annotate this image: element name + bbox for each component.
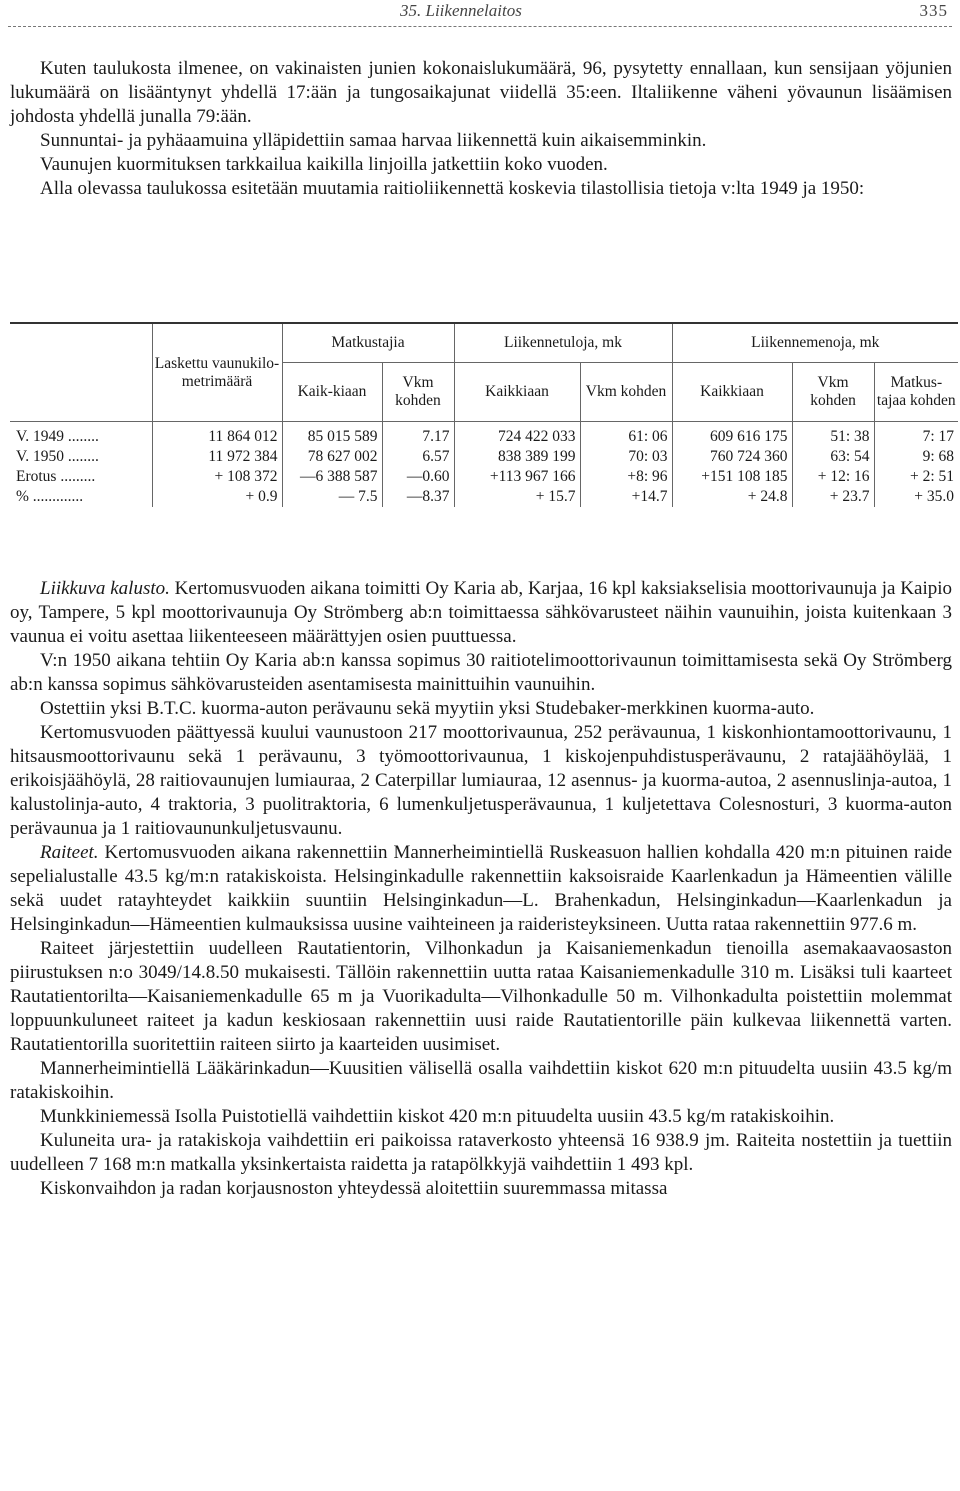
paragraph: Mannerheimintiellä Lääkärinkadun—Kuusitien välisellä osalla vaihdettiin kiskot 620 m:n pituudelta uusiin 43.5 kg/m ratakiskoihin. — [10, 1058, 952, 1103]
table-row — [10, 467, 958, 487]
chapter-heading: 35. Liikennelaitos — [400, 1, 522, 20]
table-cell: +113 967 166 — [454, 467, 580, 487]
table-cell: 63: 54 — [792, 447, 874, 467]
paragraph: Vaunujen kuormituksen tarkkailua kaikilla linjoilla jatkettiin koko vuoden. — [40, 154, 608, 175]
table-cell: 9: 68 — [874, 447, 958, 467]
row-label: % ............. — [16, 488, 84, 505]
table-cell: —0.60 — [382, 467, 454, 487]
table-cell: + 2: 51 — [874, 467, 958, 487]
paragraph: Liikkuva kalusto. Kertomusvuoden aikana toimitti Oy Karia ab, Karjaa, 16 kpl kaksiakselisia moottorivaunuja ja Kaipio oy, Tampere, 5 kpl moottorivaunuja Oy Strömberg ab:n toimittaessa sähkövarusteet näihin vaunuihin, joista kuitenkaan 3 vaunua ei voitu asettaa liikenteeseen määrättyjen osien puuttuessa. — [10, 578, 952, 647]
table-cell: 51: 38 — [792, 422, 874, 448]
table-cell: 61: 06 — [580, 422, 672, 448]
section-lead: Liikkuva kalusto. — [40, 578, 170, 599]
paragraph: Kiskonvaihdon ja radan korjausnoston yhteydessä aloitettiin suuremmassa mitassa — [40, 1178, 668, 1199]
table-cell: 11 864 012 — [152, 422, 282, 448]
table-cell: 838 389 199 — [454, 447, 580, 467]
row-label: Erotus ......... — [16, 468, 96, 485]
table-cell: +151 108 185 — [672, 467, 792, 487]
table-cell: +14.7 — [580, 487, 672, 507]
table-cell: 760 724 360 — [672, 447, 792, 467]
body-text — [10, 577, 952, 1201]
table-cell: +8: 96 — [580, 467, 672, 487]
table-cell: + 35.0 — [874, 487, 958, 507]
table-cell: + 23.7 — [792, 487, 874, 507]
matkustajia-kaikkiaan-header: Kaik-kiaan — [282, 363, 382, 422]
paragraph: Kuten taulukosta ilmenee, on vakinaisten junien kokonaislukumäärä, 96, pysytetty ennallaan, kun sensijaan yöjunien lukumäärä on lisääntynyt yhdellä 17:ään ja tungosaikajunat viidellä 35:een. Iltaliikenne väheni yövaunun lisäämisen johdosta yhdellä junalla 79:ään. — [10, 58, 952, 127]
table-row — [10, 422, 958, 448]
menoja-vkm-header: Vkm kohden — [792, 363, 874, 422]
table-cell: 70: 03 — [580, 447, 672, 467]
paragraph: Raiteet järjestettiin uudelleen Rautatientorin, Vilhonkadun ja Kaisaniemenkadun tienoilla asemakaavaosaston piirustuksen n:o 3049/14.8.50 mukaisesti. Tällöin rakennettiin uutta rataa Kaisaniemenkadulle 310 m. Lisäksi tuli kaarteet Rautatientorilta—Kaisaniemenkadulle 65 m ja Vuorikadulta—Vilhonkadulle 50 m. Vilhonkadulta poistettiin molemmat loppuunkuluneet raiteet ja kadun keskiosaan rakennettiin uusi raide Rautatientorille päin kulkevaa liikennettä varten. Rautatientorilla suoritettiin raiteen siirto ja kaarteiden uusimiset. — [10, 938, 952, 1055]
paragraph: Munkkiniemessä Isolla Puistotiellä vaihdettiin kiskot 420 m:n pituudelta uusiin 43.5 kg/m ratakiskoihin. — [40, 1106, 835, 1127]
table-cell: 85 015 589 — [282, 422, 382, 448]
tuloja-vkm-header: Vkm kohden — [580, 363, 672, 422]
row-label: V. 1949 ........ — [16, 428, 99, 445]
table-cell: —8.37 — [382, 487, 454, 507]
table-cell: + 12: 16 — [792, 467, 874, 487]
table-cell: 609 616 175 — [672, 422, 792, 448]
row-label: V. 1950 ........ — [16, 448, 99, 465]
table-cell: 7.17 — [382, 422, 454, 448]
intro-text — [10, 57, 952, 201]
paragraph: Alla olevassa taulukossa esitetään muutamia raitioliikennettä koskevia tilastollisia tietoja v:lta 1949 ja 1950: — [40, 178, 865, 199]
table-cell: 7: 17 — [874, 422, 958, 448]
menoja-kaikkiaan-header: Kaikkiaan — [672, 363, 792, 422]
table-cell: —6 388 587 — [282, 467, 382, 487]
section-lead: Raiteet. — [40, 842, 99, 863]
liikennemenoja-header: Liikennemenoja, mk — [672, 323, 958, 363]
table-cell: 6.57 — [382, 447, 454, 467]
page-number: 335 — [919, 1, 948, 20]
statistics-table — [10, 322, 958, 507]
tuloja-kaikkiaan-header: Kaikkiaan — [454, 363, 580, 422]
table-cell: + 15.7 — [454, 487, 580, 507]
matkustajia-header: Matkustajia — [282, 323, 454, 363]
table-cell: + 108 372 — [152, 467, 282, 487]
paragraph: V:n 1950 aikana tehtiin Oy Karia ab:n kanssa sopimus 30 raitiotelimoottorivaunun toimittamisesta sekä Oy Strömberg ab:n kanssa sopimus sähkövarusteiden asentamisesta mainittuihin vaunuihin. — [10, 650, 952, 695]
paragraph: Ostettiin yksi B.T.C. kuorma-auton perävaunu sekä myytiin yksi Studebaker-merkkinen kuorma-auto. — [40, 698, 815, 719]
table-cell: — 7.5 — [282, 487, 382, 507]
table-cell: + 24.8 — [672, 487, 792, 507]
liikennetuloja-header: Liikennetuloja, mk — [454, 323, 672, 363]
paragraph: Kuluneita ura- ja ratakiskoja vaihdettiin eri paikoissa rataverkosto yhteensä 16 938.9 jm. Raiteita nostettiin ja tuettiin uudelleen 7 168 m:n matkalla yksinkertaista raidetta ja ratapölkkyjä vaihdettiin 1 493 kpl. — [10, 1130, 952, 1175]
paragraph: Raiteet. Kertomusvuoden aikana rakennettiin Mannerheimintiellä Ruskeasuon hallien kohdalla 420 m:n pituinen raide sepelialustalle 43.5 kg/m:n ratakiskoista. Helsinginkadulle rakennettiin kaksoisraide Kaarlenkadun ja Hämeentien välille sekä uudet ratayhteydet kaikkiin suuntiin Helsinginkadun—L. Brahenkadun, Helsinginkadun—Kaarlenkadun ja Helsinginkadun—Hämeentien kulmauksissa uusine vaihteineen ja raideristeyksineen. Uutta rataa rakennettiin 977.6 m. — [10, 842, 952, 935]
table-cell: + 0.9 — [152, 487, 282, 507]
table-row — [10, 447, 958, 467]
paragraph: Sunnuntai- ja pyhäaamuina ylläpidettiin samaa harvaa liikennettä kuin aikaisemminkin. — [40, 130, 707, 151]
laskettu-header: Laskettu vaunukilo-metrimäärä — [152, 323, 282, 422]
table-cell: 724 422 033 — [454, 422, 580, 448]
page-header — [8, 0, 952, 27]
table-row — [10, 487, 958, 507]
table-cell: 78 627 002 — [282, 447, 382, 467]
table-cell: 11 972 384 — [152, 447, 282, 467]
paragraph: Kertomusvuoden päättyessä kuului vaunustoon 217 moottorivaunua, 252 perävaunua, 1 kiskonhiontamoottorivaunu, 1 hitsausmoottorivaunu sekä 1 perävaunu, 3 työmoottorivaunua, 1 kiskojenpuhdistusperävaunu, 2 ratajäähöylää, 1 erikoisjäähöylä, 28 raitiovaunujen lumiauraa, 2 Caterpillar lumiauraa, 12 asennus- ja kuorma-autoa, 2 asennuslinja-autoa, 1 kalustolinja-auto, 4 traktoria, 3 puolitraktoria, 6 lumenkuljetusperävaunua, 1 kuljetettava Colesnosturi, 3 kuorma-auton perävaunua ja 1 raitiovaununkuljetusvaunu. — [10, 722, 952, 839]
matkustajia-vkm-header: Vkm kohden — [382, 363, 454, 422]
row-label-header — [10, 323, 152, 422]
menoja-matkustajaa-header: Matkus-tajaa kohden — [874, 363, 958, 422]
